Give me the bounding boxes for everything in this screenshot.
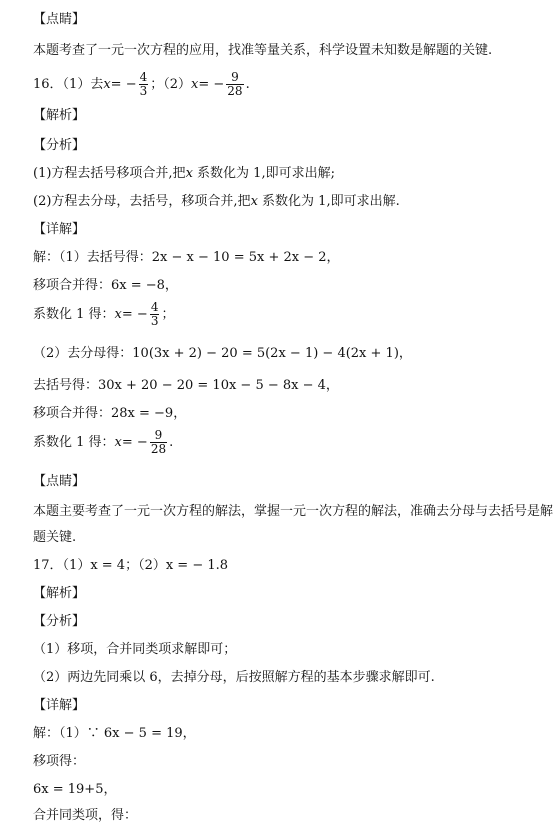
denominator: 3 — [139, 84, 148, 98]
solution-step-2: 移项得： — [33, 754, 86, 769]
bracket-heading-fenxi: 【分析】 — [33, 614, 86, 629]
analysis-text: (1)方程去括号移项合并,把 — [33, 166, 186, 181]
fraction — [150, 301, 160, 328]
analysis-text: 系数化为 1,即可求出解. — [262, 194, 400, 209]
bracket-heading-dianjing: 【点睛】 — [33, 474, 86, 489]
solution-step-4: 合并同类项，得： — [33, 808, 138, 823]
denominator: 3 — [150, 314, 159, 328]
solution-step-5: 去括号得：30x + 20 − 20 = 10x − 5 − 8x − 4， — [33, 378, 339, 393]
step-label: 系数化 1 得： — [33, 307, 115, 322]
period: . — [245, 77, 250, 92]
analysis-line-1: （1）移项，合并同类项求解即可； — [33, 642, 237, 657]
analysis-line-2: （2）两边先同乘以 6，去掉分母，后按照解方程的基本步骤求解即可. — [33, 670, 435, 685]
var-x: x — [185, 166, 193, 181]
analysis-text: 系数化为 1,即可求出解; — [197, 166, 335, 181]
bracket-heading-fenxi: 【分析】 — [33, 138, 86, 153]
summary-text: 本题主要考查了一元一次方程的解法，掌握一元一次方程的解法，准确去分母与去括号是解 — [33, 504, 554, 519]
semicolon: ； — [161, 307, 175, 322]
denominator: 28 — [227, 84, 243, 98]
var-x: x — [250, 194, 258, 209]
var-x: x — [114, 435, 122, 450]
equals-minus: = − — [110, 77, 137, 92]
solution-step-3 — [33, 300, 174, 330]
step-label: 系数化 1 得： — [33, 435, 115, 450]
denominator: 28 — [150, 442, 167, 456]
bracket-heading-xiangjie: 【详解】 — [33, 222, 86, 237]
fraction — [150, 429, 167, 456]
solution-step-7 — [33, 428, 173, 458]
q16-answer-part2: ；（2） — [150, 77, 192, 92]
bracket-heading-xiangjie: 【详解】 — [33, 698, 86, 713]
q16-answer — [33, 70, 250, 100]
numerator: 9 — [226, 71, 243, 85]
equals-minus: = − — [121, 435, 148, 450]
solution-step-6: 移项合并得：28x = −9， — [33, 406, 187, 421]
solution-step-1: 解：（1）∵ 6x − 5 = 19， — [33, 726, 196, 741]
analysis-line-2 — [33, 194, 400, 210]
fraction — [226, 71, 243, 98]
var-x: x — [114, 307, 122, 322]
solution-step-4: （2）去分母得：10(3x + 2) − 20 = 5(2x − 1) − 4(2x + 1)， — [33, 346, 412, 361]
numerator: 4 — [150, 300, 159, 314]
numerator: 4 — [139, 70, 148, 84]
equals-minus: = − — [121, 307, 148, 322]
bracket-heading-dianjing: 【点睛】 — [33, 12, 86, 27]
summary-text: 题关键. — [33, 530, 77, 545]
fraction — [139, 71, 149, 98]
numerator: 9 — [150, 429, 167, 443]
solution-step-1: 解：（1）去括号得：2x − x − 10 = 5x + 2x − 2， — [33, 250, 340, 265]
var-x: x — [191, 77, 199, 92]
solution-step-3: 6x = 19+5， — [33, 782, 117, 797]
summary-text: 本题考查了一元一次方程的应用，找准等量关系，科学设置未知数是解题的关键. — [33, 43, 493, 58]
analysis-line-1 — [33, 166, 335, 182]
equals-minus: = − — [198, 77, 225, 92]
var-x: x — [103, 77, 111, 92]
q16-answer-prefix: 16．（1）去 — [33, 77, 104, 92]
q17-answer: 17．（1）x = 4；（2）x = − 1.8 — [33, 558, 229, 573]
bracket-heading-jiexi: 【解析】 — [33, 586, 86, 601]
solution-step-2: 移项合并得：6x = −8， — [33, 278, 178, 293]
bracket-heading-jiexi: 【解析】 — [33, 108, 86, 123]
analysis-text: (2)方程去分母，去括号，移项合并,把 — [33, 194, 251, 209]
period: . — [169, 435, 174, 450]
